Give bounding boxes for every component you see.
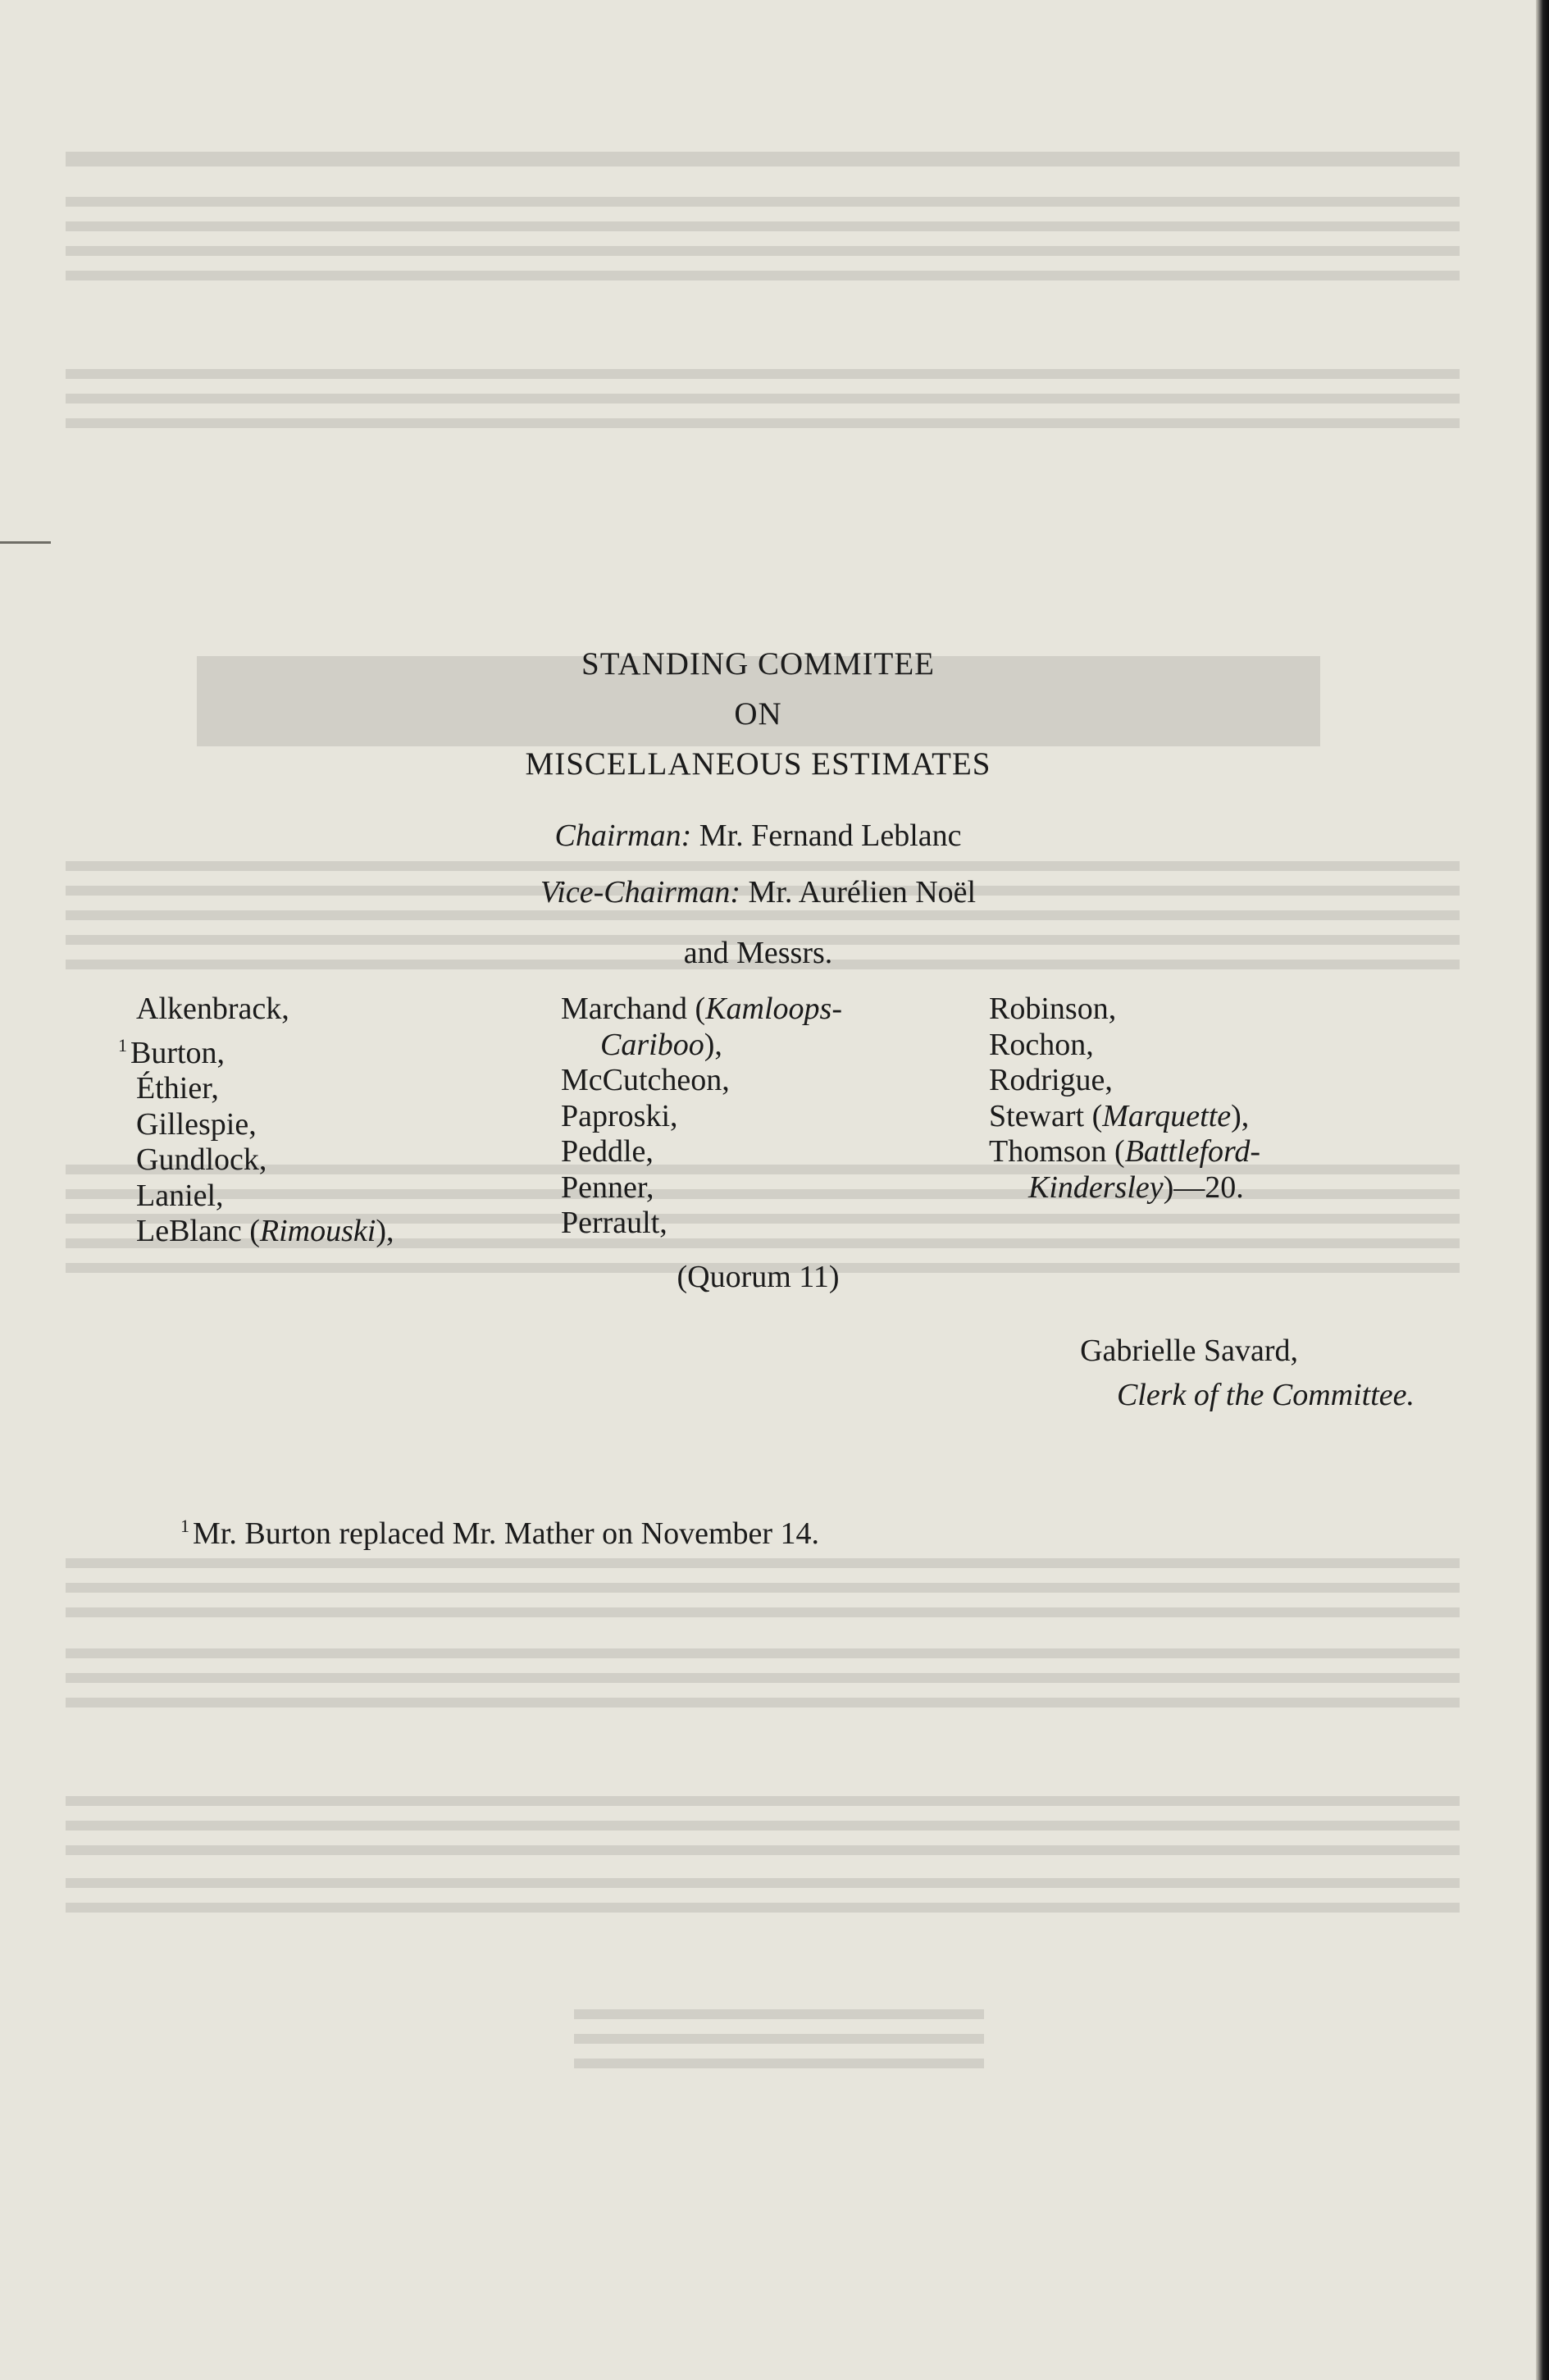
footnote-text: Mr. Burton replaced Mr. Mather on November 14.	[193, 1516, 820, 1551]
members-column-1	[118, 992, 394, 1250]
member-riding: Marquette	[1102, 1098, 1232, 1133]
footnote-marker: 1	[180, 1516, 189, 1536]
member-riding: Battleford-	[1124, 1134, 1261, 1169]
chairman-label: Chairman:	[554, 818, 692, 853]
member-name: LeBlanc (Rimouski),	[136, 1214, 394, 1248]
chairman-name: Mr. Fernand Leblanc	[699, 818, 962, 853]
title-line-3: MISCELLANEOUS ESTIMATES	[525, 746, 991, 782]
clerk-title: Clerk of the Committee.	[1116, 1378, 1415, 1412]
member-name: Stewart (Marquette),	[989, 1098, 1250, 1133]
member-name: Paproski,	[561, 1098, 678, 1133]
title-line-1: STANDING COMMITEE	[581, 646, 935, 682]
member-name: Gillespie,	[136, 1106, 257, 1142]
member-name: Laniel,	[136, 1178, 224, 1213]
chairman-line	[0, 818, 1516, 854]
clerk-signature	[1080, 1329, 1415, 1417]
footnote	[180, 1516, 819, 1552]
page-edge-mark	[0, 541, 51, 544]
member-name: Gundlock,	[136, 1142, 267, 1177]
member-name: Rochon,	[989, 1027, 1094, 1062]
members-column-2	[561, 992, 842, 1242]
title-line-2: ON	[734, 696, 782, 732]
vice-chairman-line	[0, 874, 1516, 910]
member-name: Thomson (Battleford-	[989, 1134, 1261, 1169]
clerk-name: Gabrielle Savard,	[1080, 1334, 1298, 1368]
member-name: Éthier,	[136, 1071, 219, 1106]
member-riding: Kamloops-	[705, 992, 842, 1026]
member-name: $^1$ Burton,	[118, 1034, 226, 1070]
vice-chairman-name: Mr. Aurélien Noël	[748, 875, 977, 910]
member-name: Penner,	[561, 1169, 654, 1205]
quorum-line: (Quorum 11)	[677, 1260, 840, 1294]
vice-chairman-label: Vice-Chairman:	[540, 875, 741, 910]
member-name: McCutcheon,	[561, 1063, 730, 1097]
member-name: Alkenbrack,	[136, 992, 289, 1026]
member-name: Perrault,	[561, 1206, 667, 1240]
and-messrs-line: and Messrs.	[683, 936, 833, 970]
member-name: Rodrigue,	[989, 1063, 1113, 1097]
binding-edge	[1536, 0, 1549, 2380]
member-name: Marchand (Kamloops-	[561, 992, 842, 1026]
member-name: Peddle,	[561, 1134, 654, 1169]
member-riding: Rimouski	[259, 1214, 376, 1248]
members-column-3	[989, 992, 1260, 1206]
member-riding-continued: Cariboo),	[600, 1027, 722, 1062]
footnote-marker: 1	[118, 1034, 127, 1055]
member-riding-continued: Kindersley)—20.	[1028, 1169, 1244, 1205]
member-name: Robinson,	[989, 992, 1117, 1026]
